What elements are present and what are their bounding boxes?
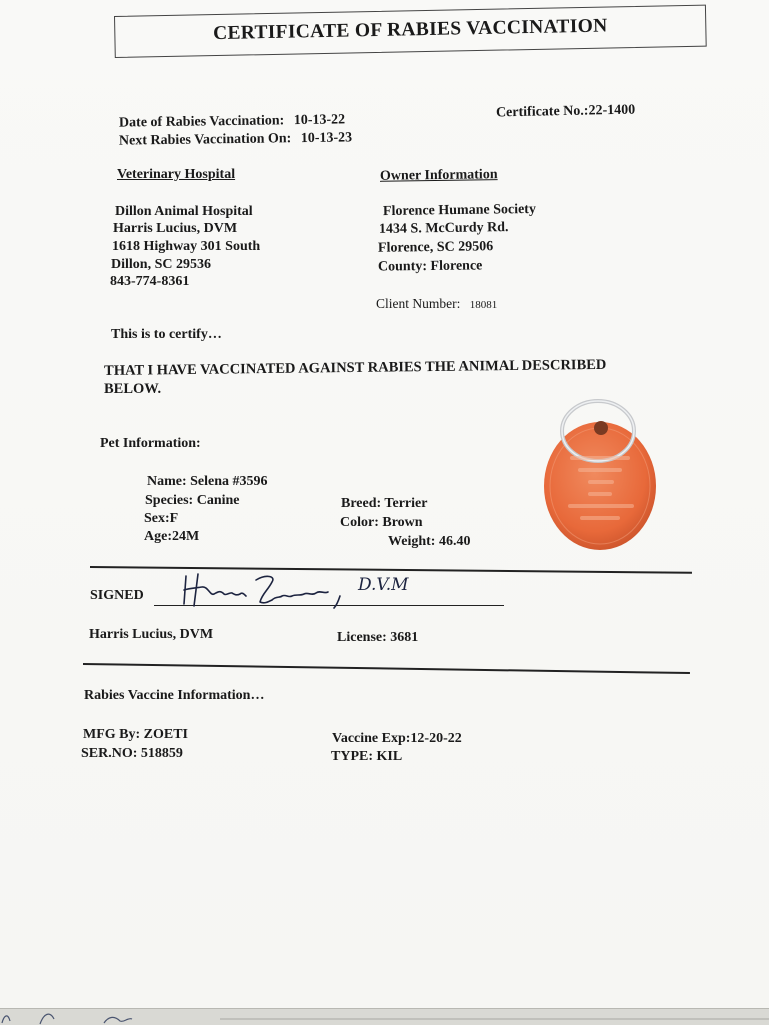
owner-county: County: Florence [377,258,483,275]
rabies-tag-image [538,398,666,558]
underlying-paper-scribble-icon [0,1009,769,1025]
certify-statement-line1: THAT I HAVE VACCINATED AGAINST RABIES THE ANIMAL DESCRIBED [104,356,607,379]
hospital-name: Dillon Animal Hospital [115,204,253,219]
certificate-number [496,103,635,122]
client-number [376,296,497,312]
svg-text:D.V.M: D.V.M [358,575,409,595]
vet-license: License: 3681 [337,630,419,645]
hospital-phone: 843-774-8361 [110,274,190,289]
pet-information-heading: Pet Information: [100,436,201,451]
certify-statement-line2: BELOW. [104,381,162,397]
next-vaccination-value: 10-13-23 [300,130,353,147]
pet-name: Name: Selena #3596 [147,474,268,489]
hospital-vet: Harris Lucius, DVM [113,221,238,236]
hospital-street: 1618 Highway 301 South [112,239,261,254]
vaccination-date-row [119,112,345,131]
signature-scrawl-icon [180,566,430,610]
hospital-city: Dillon, SC 29536 [111,257,211,272]
page-title: CERTIFICATE OF RABIES VACCINATION [212,15,608,45]
vaccine-expiration: Vaccine Exp:12-20-22 [332,731,462,746]
certify-intro: This is to certify… [111,327,222,342]
owner-information-heading: Owner Information [379,167,498,184]
pet-breed: Breed: Terrier [341,496,428,511]
vaccination-date-value: 10-13-22 [293,112,346,129]
vaccine-information-heading: Rabies Vaccine Information… [84,688,265,703]
signed-label: SIGNED [90,588,144,603]
next-vaccination-label: Next Rabies Vaccination On: [118,131,292,149]
certificate-number-value: 22-1400 [588,102,636,119]
veterinary-hospital-heading: Veterinary Hospital [117,167,236,182]
vaccine-serial: SER.NO: 518859 [81,746,183,761]
pet-species: Species: Canine [145,493,240,508]
rabies-tag-icon [538,398,666,558]
next-vaccination-row [119,130,352,149]
section-divider-2 [83,663,690,674]
underlying-paper-edge [0,1008,769,1025]
vaccine-type: TYPE: KIL [331,749,403,764]
pet-sex: Sex:F [144,511,179,526]
pet-weight: Weight: 46.40 [388,534,471,549]
vaccination-date-label: Date of Rabies Vaccination: [118,113,285,131]
client-number-value: 18081 [469,299,498,311]
owner-name: Florence Humane Society [382,201,537,220]
vet-name: Harris Lucius, DVM [89,627,214,642]
pet-color: Color: Brown [340,515,423,530]
owner-street: 1434 S. McCurdy Rd. [378,220,509,237]
owner-city: Florence, SC 29506 [377,239,494,256]
vaccine-mfg: MFG By: ZOETI [83,727,189,742]
pet-age: Age:24M [144,529,200,544]
title-box [114,5,707,58]
certificate-number-label: Certificate No.: [495,103,589,121]
client-number-label: Client Number: [376,296,461,311]
handwritten-signature [180,566,430,615]
